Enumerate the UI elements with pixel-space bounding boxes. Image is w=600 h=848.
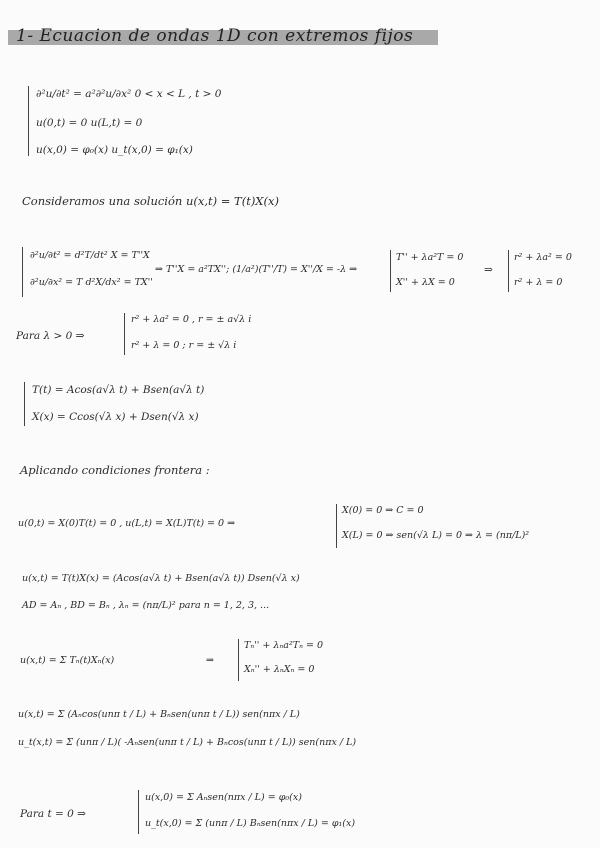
root-space: r² + λ = 0 ; r = ± √λ i [131,340,237,351]
ode-brace [390,250,391,292]
coefficients: AD = Aₙ , BD = Bₙ , λₙ = (nπ/L)² para n = 1, 2, 3, ... [22,600,270,611]
mode-space-ode: Xₙ'' + λₙXₙ = 0 [244,664,315,675]
system-brace [28,86,29,156]
solution-time: T(t) = Acos(a√λ t) + Bsen(a√λ t) [32,384,205,396]
velocity-solution: u_t(x,t) = Σ (unπ / L)( -Aₙsen(unπ t / L) + Bₙcos(unπ t / L)) sen(nπx / L) [18,737,357,748]
case-label: Para λ > 0 ⇒ [16,330,85,342]
space-derivative: ∂²u/∂x² = T d²X/dx² = TX'' [30,277,153,288]
page-title: 1- Ecuacion de ondas 1D con extremos fijos [16,26,414,46]
arrow: ⇒ [206,655,214,666]
solution-space: X(x) = Ccos(√λ x) + Dsen(√λ x) [32,411,199,423]
roots-brace [124,313,125,355]
series-superposition: u(x,t) = Σ Tₙ(t)Xₙ(x) [20,655,115,666]
arrow: ⇒ [484,264,493,276]
char-eq-time: r² + λa² = 0 [514,252,572,263]
boundary-brace [336,504,337,548]
ode-space: X'' + λX = 0 [396,277,455,288]
separation-brace [22,247,23,297]
initial-velocity-series: u_t(x,0) = Σ (unπ / L) Bₙsen(nπx / L) = φ₁(x) [145,818,356,829]
char-eq-space: r² + λ = 0 [514,277,563,288]
wave-equation: ∂²u/∂t² = a²∂²u/∂x² 0 < x < L , t > 0 [36,88,222,100]
xl-condition: X(L) = 0 ⇒ sen(√λ L) = 0 ⇒ λ = (nπ/L)² [342,530,530,541]
product-solution: u(x,t) = T(t)X(x) = (Acos(a√λ t) + Bsen(a√λ t)) Dsen(√λ x) [22,573,300,584]
time-derivative: ∂²u/∂t² = d²T/dt² X = T''X [30,250,150,261]
general-solution: u(x,t) = Σ (Aₙcos(unπ t / L) + Bₙsen(unπ t / L)) sen(nπx / L) [18,709,300,720]
boundary-application: u(0,t) = X(0)T(t) = 0 , u(L,t) = X(L)T(t) = 0 ⇒ [18,518,236,529]
consider-text: Consideramos una solución u(x,t) = T(t)X(x) [22,194,279,208]
ode-time: T'' + λa²T = 0 [396,252,464,263]
initial-brace [138,790,139,834]
mode-time-ode: Tₙ'' + λₙa²Tₙ = 0 [244,640,323,651]
char-brace [508,250,509,292]
root-time: r² + λa² = 0 , r = ± a√λ i [131,314,252,325]
separation-step: ⇒ T''X = a²TX''; (1/a²)(T''/T) = X''/X = -λ ⇒ [155,264,358,275]
initial-conditions: u(x,0) = φ₀(x) u_t(x,0) = φ₁(x) [36,144,193,156]
apply-conditions-text: Aplicando condiciones frontera : [20,463,210,477]
initial-time-label: Para t = 0 ⇒ [20,808,86,820]
solutions-brace [24,382,25,426]
mode-brace [238,639,239,681]
x0-condition: X(0) = 0 ⇒ C = 0 [342,505,424,516]
initial-position-series: u(x,0) = Σ Aₙsen(nπx / L) = φ₀(x) [145,792,302,803]
boundary-conditions: u(0,t) = 0 u(L,t) = 0 [36,117,143,129]
